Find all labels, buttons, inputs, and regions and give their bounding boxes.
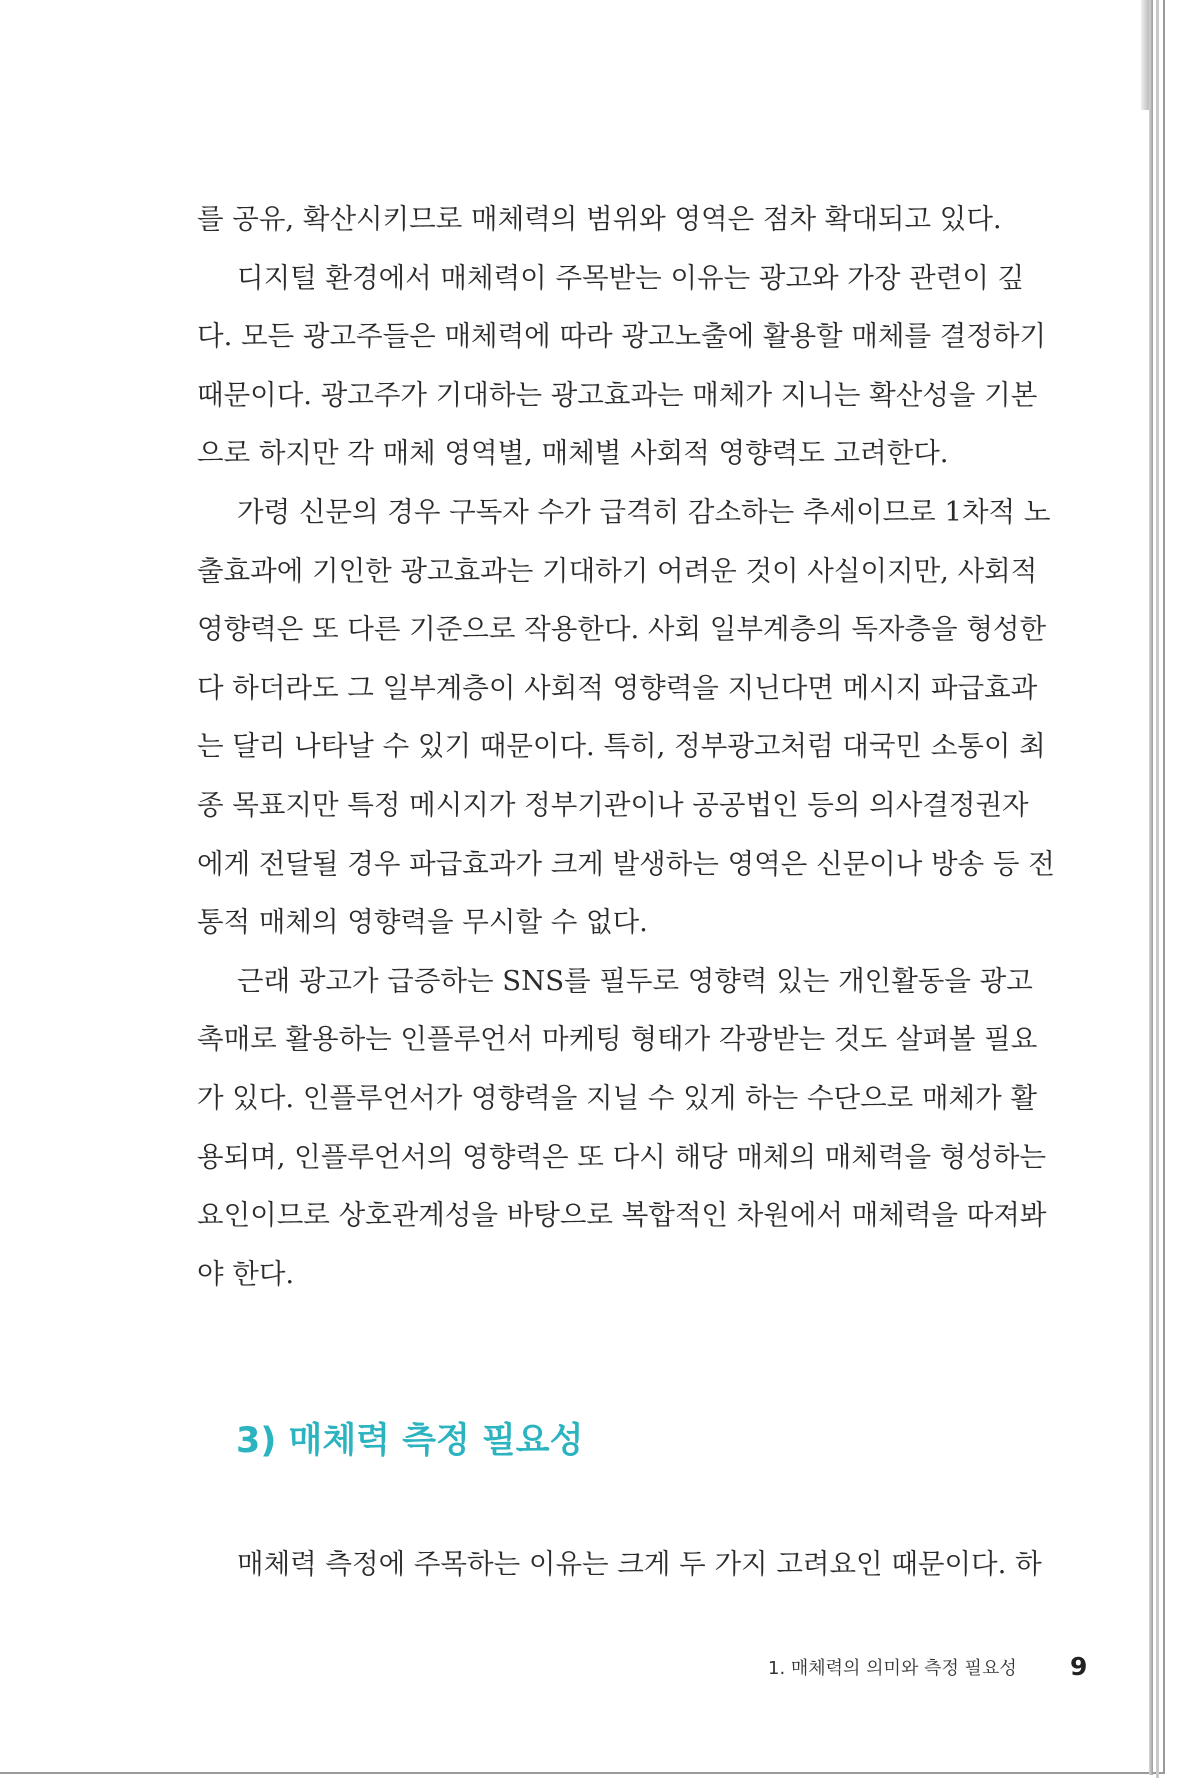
text-line: 가 있다. 인플루언서가 영향력을 지닐 수 있게 하는 수단으로 매체가 활 [197,1081,1037,1114]
page-edge-outer [1156,0,1159,1778]
text-line: 통적 매체의 영향력을 무시할 수 없다. [197,906,648,939]
text-line: 출효과에 기인한 광고효과는 기대하기 어려운 것이 사실이지만, 사회적 [197,554,1038,587]
text-line: 에게 전달될 경우 파급효과가 크게 발생하는 영역은 신문이나 방송 등 전 [197,847,1055,880]
text-line: 다. 모든 광고주들은 매체력에 따라 광고노출에 활용할 매체를 결정하기 [197,320,1047,353]
text-line: 용되며, 인플루언서의 영향력은 또 다시 해당 매체의 매체력을 형성하는 [197,1140,1047,1173]
text-line: 때문이다. 광고주가 기대하는 광고효과는 매체가 지니는 확산성을 기본 [197,378,1038,411]
text-line: 영향력은 또 다른 기준으로 작용한다. 사회 일부계층의 독자층을 형성한 [197,613,1047,646]
text-line: 으로 하지만 각 매체 영역별, 매체별 사회적 영향력도 고려한다. [197,437,949,470]
running-footer-title: 1. 매체력의 의미와 측정 필요성 [768,1658,1017,1679]
page-curl-mark [1141,0,1149,110]
text-line: 근래 광고가 급증하는 SNS를 필두로 영향력 있는 개인활동을 광고 [237,964,1033,997]
text-line: 야 한다. [197,1257,295,1290]
text-line: 다 하더라도 그 일부계층이 사회적 영향력을 지닌다면 메시지 파급효과 [197,671,1038,704]
text-line: 가령 신문의 경우 구독자 수가 급격히 감소하는 추세이므로 1차적 노 [237,495,1051,528]
page-edge-shadow [1149,0,1153,1775]
text-line: 종 목표지만 특정 메시지가 정부기관이나 공공법인 등의 의사결정권자 [197,788,1029,821]
text-line: 디지털 환경에서 매체력이 주목받는 이유는 광고와 가장 관련이 깊 [237,261,1025,294]
text-line: 를 공유, 확산시키므로 매체력의 범위와 영역은 점차 확대되고 있다. [197,203,1002,235]
text-line: 촉매로 활용하는 인플루언서 마케팅 형태가 각광받는 것도 살펴볼 필요 [197,1023,1038,1056]
section-heading: 3) 매체력 측정 필요성 [236,1421,584,1461]
text-line: 요인이므로 상호관계성을 바탕으로 복합적인 차원에서 매체력을 따져봐 [197,1199,1047,1232]
page-number: 9 [1070,1652,1088,1681]
body-text [197,190,1055,1303]
text-line: 는 달리 나타날 수 있기 때문이다. 특히, 정부광고처럼 대국민 소통이 최 [197,730,1046,763]
section-first-line: 매체력 측정에 주목하는 이유는 크게 두 가지 고려요인 때문이다. 하 [237,1548,1042,1580]
